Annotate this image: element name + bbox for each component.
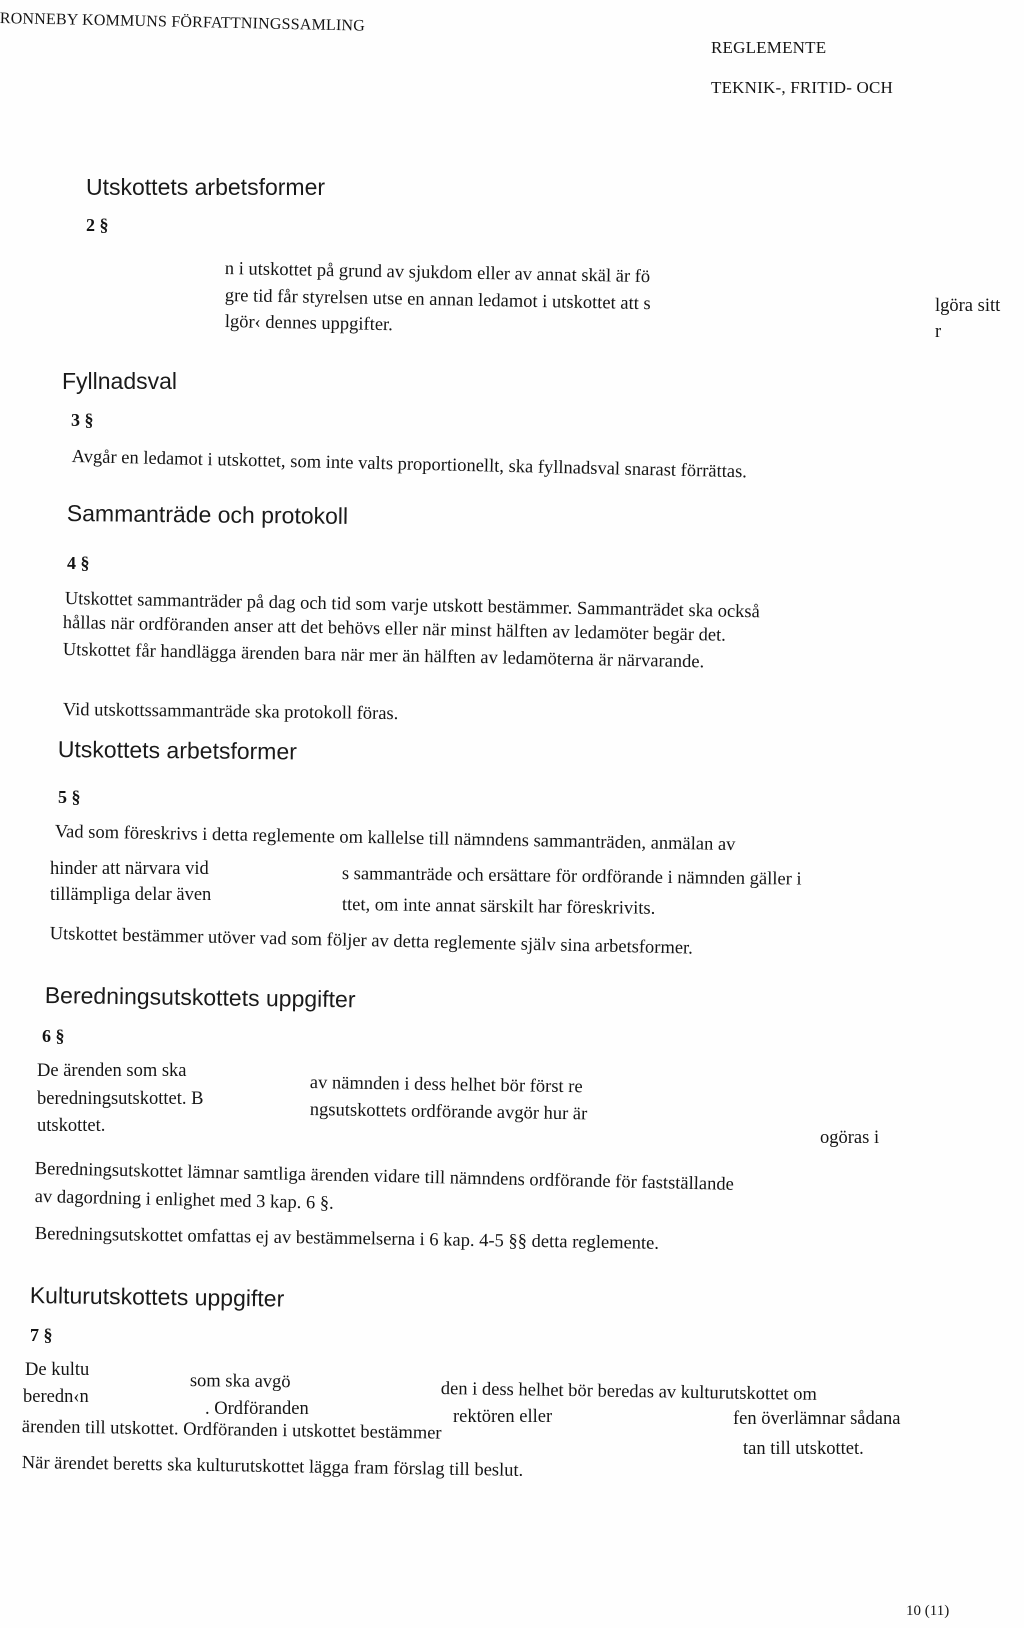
s6-line-4: Beredningsutskottet lämnar samtliga ärenden vidare till nämndens ordförande för fastställande bbox=[34, 1159, 735, 1195]
s4-line-1: Utskottet sammanträder på dag och tid som varje utskott bestämmer. Sammanträdet ska också bbox=[64, 589, 761, 623]
collection-title: RONNEBY KOMMUNS FÖRFATTNINGSSAMLING bbox=[0, 10, 366, 35]
section-heading-sammantrade: Sammanträde och protokoll bbox=[66, 500, 349, 529]
s5-line-4: Utskottet bestämmer utöver vad som följer av detta reglemente själv sina arbetsformer. bbox=[49, 924, 694, 959]
section-heading-arbetsformer: Utskottets arbetsformer bbox=[86, 174, 326, 200]
s7-line-1-a: De kultu bbox=[25, 1360, 90, 1380]
document-type: REGLEMENTE bbox=[711, 38, 827, 57]
paragraph-number-2: 2 § bbox=[86, 215, 109, 235]
paragraph-number-5: 5 § bbox=[58, 787, 81, 807]
page-number: 10 (11) bbox=[906, 1603, 950, 1619]
s2-right-fragment-2: r bbox=[935, 322, 942, 342]
s7-line-3-a: ärenden till utskottet. Ordföranden i utskottet bestämmer bbox=[21, 1417, 442, 1444]
paragraph-number-3: 3 § bbox=[71, 410, 94, 430]
s6-line-6: Beredningsutskottet omfattas ej av bestämmelserna i 6 kap. 4-5 §§ detta reglemente. bbox=[34, 1224, 660, 1254]
s7-line-2-b: . Ordföranden bbox=[205, 1399, 309, 1419]
s3-line-1: Avgår en ledamot i utskottet, som inte valts proportionellt, ska fyllnadsval snarast förrättas. bbox=[71, 447, 748, 483]
s6-line-5: av dagordning i enlighet med 3 kap. 6 §. bbox=[34, 1187, 334, 1214]
paragraph-number-6: 6 § bbox=[42, 1026, 65, 1046]
s4-line-3: Utskottet får handlägga ärenden bara när mer än hälften av ledamöterna är närvarande. bbox=[62, 640, 705, 673]
s7-line-4: När ärendet beretts ska kulturutskottet lägga fram förslag till beslut. bbox=[21, 1453, 524, 1481]
s6-line-2-left: beredningsutskottet. B bbox=[37, 1089, 204, 1109]
s6-line-1-left: De ärenden som ska bbox=[37, 1061, 187, 1081]
s4-line-2: hållas när ordföranden anser att det behövs eller när minst hälften av ledamöter begär det. bbox=[62, 613, 727, 646]
paragraph-number-4: 4 § bbox=[67, 553, 90, 573]
section-heading-fyllnadsval: Fyllnadsval bbox=[62, 368, 178, 394]
s6-line-3-left: utskottet. bbox=[37, 1116, 106, 1136]
s2-line-1: n i utskottet på grund av sjukdom eller av annat skäl är fö bbox=[224, 259, 651, 288]
s7-line-2-d: fen överlämnar sådana bbox=[733, 1409, 901, 1429]
s5-line-2-right: s sammanträde och ersättare för ordförande i nämnden gäller i bbox=[341, 864, 802, 890]
section-heading-arbetsformer-2: Utskottets arbetsformer bbox=[57, 736, 298, 765]
s7-line-2-c: rektören eller bbox=[453, 1407, 553, 1427]
s7-line-3-b: tan till utskottet. bbox=[743, 1439, 864, 1459]
s2-right-fragment-1: lgöra sitt bbox=[935, 296, 1001, 316]
s6-line-3-right: ogöras i bbox=[820, 1128, 880, 1148]
section-heading-beredningsutskott: Beredningsutskottets uppgifter bbox=[44, 982, 356, 1013]
s5-line-3-left: tillämpliga delar även bbox=[50, 885, 212, 905]
paragraph-number-7: 7 § bbox=[30, 1325, 53, 1345]
s2-line-3: lgör‹ dennes uppgifter. bbox=[224, 312, 393, 336]
s5-line-3-right: ttet, om inte annat särskilt har föreskrivits. bbox=[341, 895, 656, 919]
s7-line-2-a: beredn‹n bbox=[23, 1387, 89, 1407]
section-heading-kulturutskott: Kulturutskottets uppgifter bbox=[29, 1282, 285, 1312]
s7-line-1-b: som ska avgö bbox=[189, 1371, 291, 1393]
s6-line-1-right: av nämnden i dess helhet bör först re bbox=[309, 1073, 583, 1098]
s2-line-2: gre tid får styrelsen utse en annan ledamot i utskottet att s bbox=[224, 286, 651, 315]
document-title: TEKNIK-, FRITID- OCH bbox=[711, 78, 894, 97]
s6-line-2-right: ngsutskottets ordförande avgör hur är bbox=[309, 1100, 588, 1125]
s7-line-1-c: den i dess helhet bör beredas av kulturutskottet om bbox=[440, 1379, 818, 1405]
s4-line-4: Vid utskottssammanträde ska protokoll föras. bbox=[62, 700, 399, 725]
s5-line-2-left: hinder att närvara vid bbox=[50, 859, 209, 879]
s5-line-1: Vad som föreskrivs i detta reglemente om kallelse till nämndens sammanträden, anmälan av bbox=[54, 822, 736, 856]
